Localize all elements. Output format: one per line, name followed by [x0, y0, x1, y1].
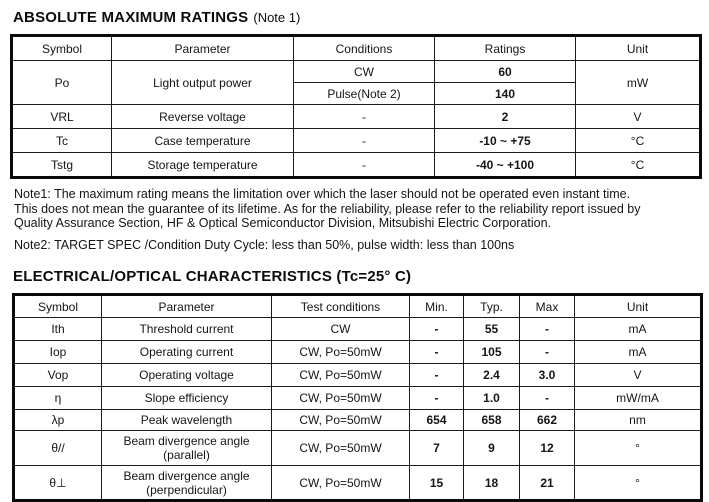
notes-block [14, 187, 699, 252]
cell-typ-eta: 1.0 [464, 387, 520, 410]
eoc-row-lambda-p [14, 410, 702, 431]
note1-line2: This does not mean the guarantee of its lifetime. As for the reliability, please refer to the reliability report issued by [14, 201, 641, 216]
cell-conditions-lambda-p: CW, Po=50mW [272, 410, 410, 431]
eoc-title-text: ELECTRICAL/OPTICAL CHARACTERISTICS (Tc=25° C) [13, 268, 412, 286]
cell-parameter-peak-wavelength: Peak wavelength [102, 410, 272, 431]
cell-min-lambda-p: 654 [410, 410, 464, 431]
cell-symbol-vop: Vop [14, 364, 102, 387]
cell-rating-tc: -10 ~ +75 [435, 129, 576, 153]
beam-divergence-perpendicular-line1: Beam divergence angle [123, 468, 250, 483]
cell-symbol-eta: η [14, 387, 102, 410]
cell-typ-theta-perpendicular: 18 [464, 466, 520, 501]
cell-unit-theta-perpendicular: ° [575, 466, 702, 501]
cell-rating-pulse: 140 [435, 83, 576, 105]
cell-typ-iop: 105 [464, 341, 520, 364]
cell-symbol-theta-parallel: θ// [14, 431, 102, 466]
cell-parameter-case-temperature: Case temperature [112, 129, 294, 153]
cell-symbol-tstg: Tstg [12, 153, 112, 178]
cell-rating-cw: 60 [435, 61, 576, 83]
eoc-row-ith [14, 318, 702, 341]
cell-unit-theta-parallel: ° [575, 431, 702, 466]
cell-parameter-slope-efficiency: Slope efficiency [102, 387, 272, 410]
cell-condition-tc: - [294, 129, 435, 153]
amr-header-conditions: Conditions [294, 36, 435, 61]
cell-typ-theta-parallel: 9 [464, 431, 520, 466]
note2-line: Note2: TARGET SPEC /Condition Duty Cycle: less than 50%, pulse width: less than 100ns [14, 237, 515, 252]
amr-header-unit: Unit [576, 36, 701, 61]
amr-header-ratings: Ratings [435, 36, 576, 61]
cell-condition-vrl: - [294, 105, 435, 129]
electrical-optical-characteristics-table [12, 293, 703, 502]
cell-max-theta-perpendicular: 21 [520, 466, 575, 501]
amr-row-vrl [12, 105, 701, 129]
cell-conditions-ith: CW [272, 318, 410, 341]
cell-parameter-operating-current: Operating current [102, 341, 272, 364]
cell-unit-mw: mW [576, 61, 701, 105]
cell-unit-iop: mA [575, 341, 702, 364]
amr-header-symbol: Symbol [12, 36, 112, 61]
section-title-absolute-maximum-ratings [13, 9, 699, 27]
cell-typ-ith: 55 [464, 318, 520, 341]
cell-condition-cw: CW [294, 61, 435, 83]
cell-conditions-iop: CW, Po=50mW [272, 341, 410, 364]
absolute-maximum-ratings-table [10, 34, 702, 179]
cell-parameter-threshold-current: Threshold current [102, 318, 272, 341]
cell-parameter-storage-temperature: Storage temperature [112, 153, 294, 178]
cell-symbol-ith: Ith [14, 318, 102, 341]
beam-divergence-perpendicular-line2: (perpendicular) [146, 482, 227, 497]
cell-typ-vop: 2.4 [464, 364, 520, 387]
cell-conditions-theta-parallel: CW, Po=50mW [272, 431, 410, 466]
cell-symbol-lambda-p: λp [14, 410, 102, 431]
cell-condition-tstg: - [294, 153, 435, 178]
cell-unit-vop: V [575, 364, 702, 387]
eoc-row-vop [14, 364, 702, 387]
eoc-row-iop [14, 341, 702, 364]
cell-rating-tstg: -40 ~ +100 [435, 153, 576, 178]
amr-row-tstg [12, 153, 701, 178]
cell-typ-lambda-p: 658 [464, 410, 520, 431]
eoc-header-row [14, 295, 702, 318]
cell-symbol-po: Po [12, 61, 112, 105]
eoc-row-theta-perpendicular [14, 466, 702, 501]
cell-conditions-eta: CW, Po=50mW [272, 387, 410, 410]
cell-unit-degc-1: °C [576, 129, 701, 153]
cell-min-theta-parallel: 7 [410, 431, 464, 466]
eoc-header-max: Max [520, 295, 575, 318]
cell-symbol-tc: Tc [12, 129, 112, 153]
cell-max-vop: 3.0 [520, 364, 575, 387]
cell-unit-degc-2: °C [576, 153, 701, 178]
amr-row-tc [12, 129, 701, 153]
cell-min-ith: - [410, 318, 464, 341]
amr-header-parameter: Parameter [112, 36, 294, 61]
cell-max-iop: - [520, 341, 575, 364]
amr-row-po-cw [12, 61, 701, 83]
eoc-header-symbol: Symbol [14, 295, 102, 318]
eoc-header-typ: Typ. [464, 295, 520, 318]
cell-min-eta: - [410, 387, 464, 410]
section-title-electrical-optical-characteristics [13, 268, 699, 286]
eoc-header-test-conditions: Test conditions [272, 295, 410, 318]
cell-symbol-theta-perpendicular: θ⊥ [14, 466, 102, 501]
eoc-header-min: Min. [410, 295, 464, 318]
beam-divergence-parallel-line2: (parallel) [163, 448, 210, 463]
eoc-header-unit: Unit [575, 295, 702, 318]
beam-divergence-parallel-line1: Beam divergence angle [123, 434, 250, 449]
cell-parameter-beam-divergence-parallel [102, 431, 272, 466]
cell-condition-pulse: Pulse(Note 2) [294, 83, 435, 105]
cell-min-theta-perpendicular: 15 [410, 466, 464, 501]
cell-max-lambda-p: 662 [520, 410, 575, 431]
cell-unit-ith: mA [575, 318, 702, 341]
cell-parameter-reverse-voltage: Reverse voltage [112, 105, 294, 129]
cell-max-theta-parallel: 12 [520, 431, 575, 466]
note1-line3: Quality Assurance Section, HF & Optical Semiconductor Division, Mitsubishi Electric Corporation. [14, 216, 552, 231]
cell-symbol-iop: Iop [14, 341, 102, 364]
cell-unit-v: V [576, 105, 701, 129]
note1-line1: Note1: The maximum rating means the limitation over which the laser should not be operated even instant time. [14, 187, 631, 201]
cell-parameter-operating-voltage: Operating voltage [102, 364, 272, 387]
cell-conditions-theta-perpendicular: CW, Po=50mW [272, 466, 410, 501]
amr-note-reference: (Note 1) [253, 10, 301, 25]
cell-max-eta: - [520, 387, 575, 410]
cell-unit-lambda-p: nm [575, 410, 702, 431]
eoc-row-eta [14, 387, 702, 410]
cell-max-ith: - [520, 318, 575, 341]
cell-rating-vrl: 2 [435, 105, 576, 129]
cell-conditions-vop: CW, Po=50mW [272, 364, 410, 387]
cell-min-iop: - [410, 341, 464, 364]
eoc-header-parameter: Parameter [102, 295, 272, 318]
eoc-row-theta-parallel [14, 431, 702, 466]
cell-parameter-light-output-power: Light output power [112, 61, 294, 105]
amr-title-text: ABSOLUTE MAXIMUM RATINGS [13, 9, 249, 26]
cell-unit-eta: mW/mA [575, 387, 702, 410]
cell-symbol-vrl: VRL [12, 105, 112, 129]
cell-min-vop: - [410, 364, 464, 387]
amr-header-row [12, 36, 701, 61]
cell-parameter-beam-divergence-perpendicular [102, 466, 272, 501]
